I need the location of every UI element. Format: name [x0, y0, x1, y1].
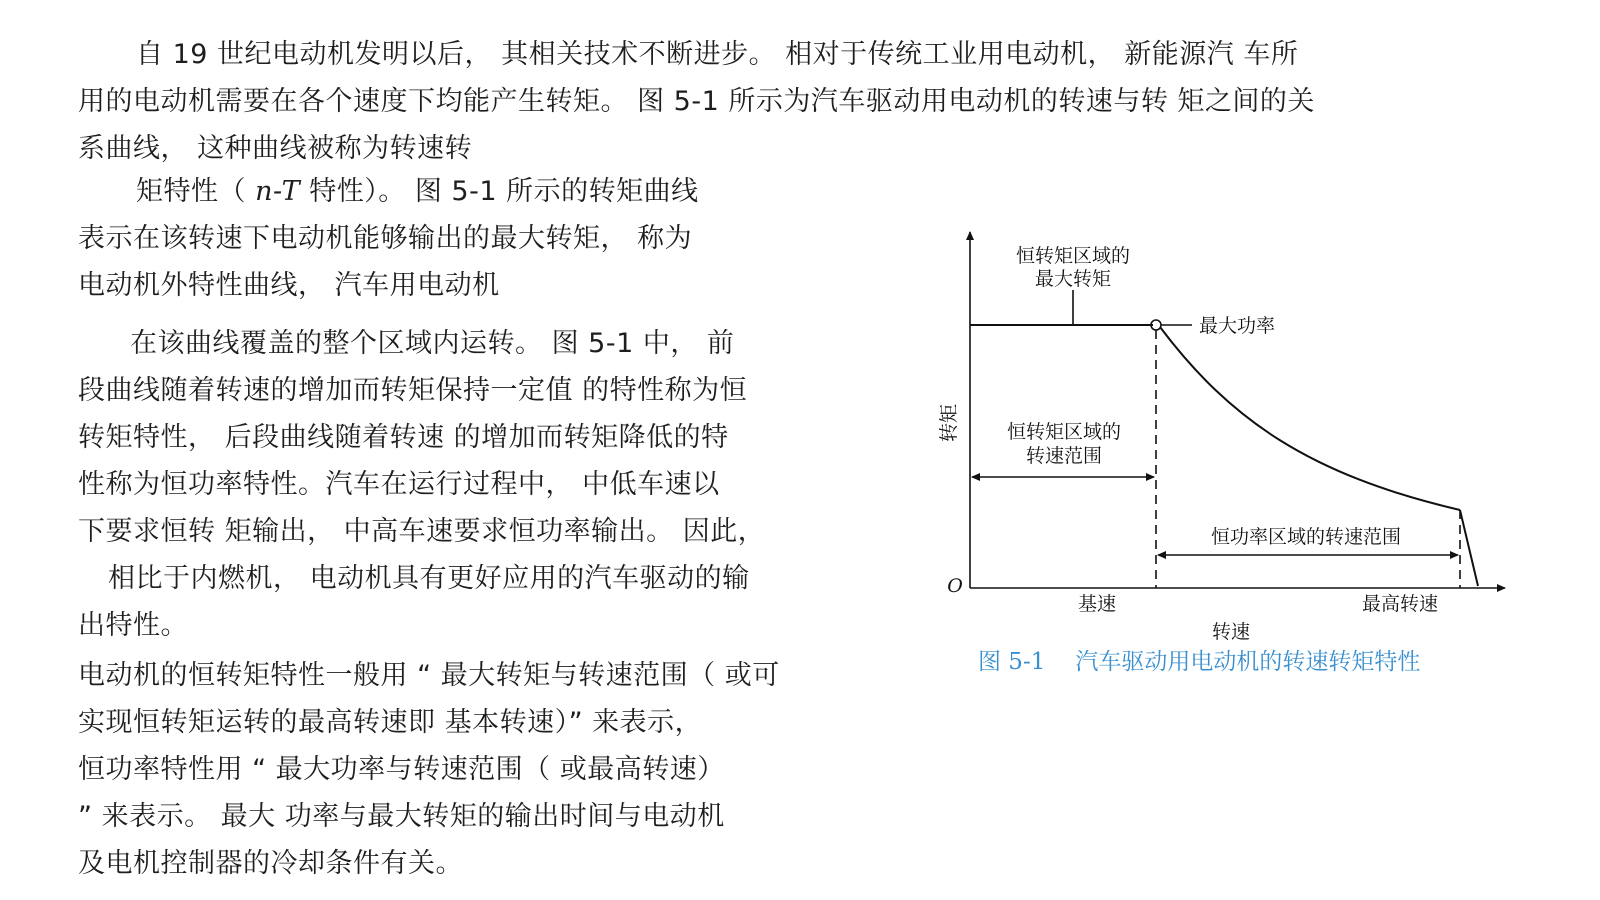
x-axis-label: 转速 — [1211, 621, 1251, 643]
max-torque-region-label: 最大转矩 — [1034, 268, 1112, 290]
const-torque-speed-range-label: 转速范围 — [1025, 445, 1103, 467]
text-line: 相比于内燃机， 电动机具有更好应用的汽车驱动的输 — [108, 563, 750, 594]
text-line: 电动机的恒转矩特性一般用 “ 最大转矩与转速范围（ 或可 — [78, 660, 780, 691]
paragraph-characteristics — [78, 320, 765, 649]
text-line: 实现恒转矩运转的最高转速即 基本转速）” 来表示， — [78, 707, 703, 738]
y-axis-label: 转矩 — [938, 403, 960, 443]
text-line: 系曲线， 这种曲线被称为转速转 — [78, 133, 473, 164]
text-line: 在该曲线覆盖的整个区域内运转。 图 5-1 中， 前 — [130, 328, 735, 359]
paragraph-representation — [78, 652, 780, 887]
text-line: ” 来表示。 最大 功率与最大转矩的输出时间与电动机 — [78, 801, 725, 832]
max-torque-region-label: 恒转矩区域的 — [1015, 245, 1131, 267]
text-fragment: 特性）。 图 5-1 所示的转矩曲线 — [300, 176, 699, 207]
text-line: 恒功率特性用 “ 最大功率与转速范围（ 或最高转速） — [78, 754, 725, 785]
text-line: 用的电动机需要在各个速度下均能产生转矩。 图 5-1 所示为汽车驱动用电动机的转速与转 矩之间的关 — [78, 86, 1315, 117]
text-line: 性称为恒功率特性。汽车在运行过程中， 中低车速以 — [78, 469, 720, 500]
text-line: 下要求恒转 矩输出， 中高车速要求恒功率输出。 因此， — [78, 516, 766, 547]
max-power-label: 最大功率 — [1199, 315, 1276, 337]
paragraph-nt-characteristic — [78, 168, 699, 309]
figure-caption — [978, 648, 1478, 677]
text-line — [78, 168, 699, 215]
constant-power-curve — [1160, 327, 1460, 510]
text-line: 段曲线随着转速的增加而转矩保持一定值 的特性称为恒 — [78, 375, 748, 406]
max-speed-label: 最高转速 — [1361, 593, 1439, 615]
text-line: 出特性。 — [78, 610, 188, 641]
caption-text: 汽车驱动用电动机的转速转矩特性 — [1075, 649, 1421, 675]
max-speed-drop-line — [1460, 510, 1478, 586]
text-line: 转矩特性， 后段曲线随着转速 的增加而转矩降低的特 — [78, 422, 729, 453]
base-speed-label: 基速 — [1077, 593, 1117, 615]
const-power-speed-range-label: 恒功率区域的转速范围 — [1210, 526, 1402, 548]
caption-number: 图 5-1 — [978, 649, 1046, 675]
text-line: 及电机控制器的冷却条件有关。 — [78, 848, 463, 879]
max-power-point — [1151, 320, 1161, 330]
const-torque-speed-range-label: 恒转矩区域的 — [1006, 421, 1122, 443]
nt-symbol: n-T — [255, 176, 301, 207]
paragraph-intro — [78, 31, 1315, 172]
text-line: 自 19 世纪电动机发明以后， 其相关技术不断进步。 相对于传统工业用电动机， 新能源汽 车所 — [136, 39, 1299, 70]
origin-label: O — [947, 575, 963, 597]
text-line: 表示在该转速下电动机能够输出的最大转矩， 称为 — [78, 223, 693, 254]
text-fragment: 矩特性（ — [136, 176, 256, 207]
text-line: 电动机外特性曲线， 汽车用电动机 — [78, 270, 500, 301]
